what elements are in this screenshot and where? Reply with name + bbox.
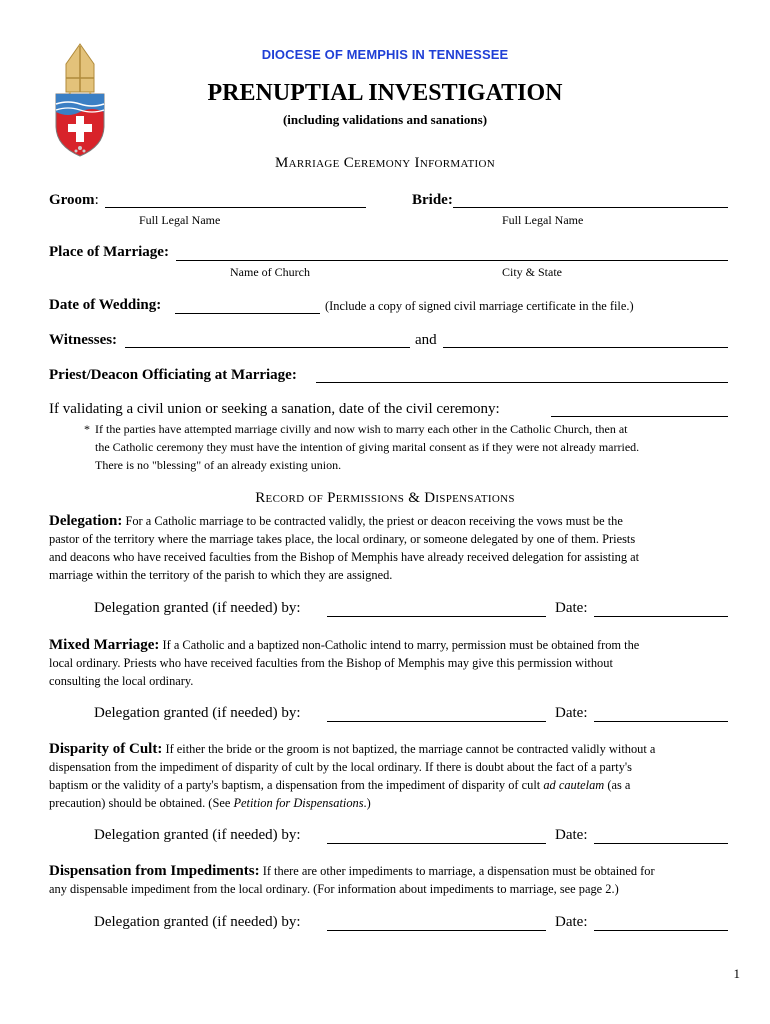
delegation-date-label-3: Date: bbox=[555, 827, 588, 843]
witness-1-field[interactable] bbox=[125, 347, 410, 348]
note-line-2: the Catholic ceremony they must have the intention of giving marital consent as if they were not already married. bbox=[95, 440, 640, 454]
note-line-3: There is no "blessing" of an already existing union. bbox=[95, 458, 342, 472]
bride-label: Bride: bbox=[412, 192, 453, 208]
delegation-granted-field-4[interactable] bbox=[327, 930, 546, 931]
impediments-title: Dispensation from Impediments: bbox=[49, 863, 260, 879]
note-asterisk: * bbox=[84, 422, 90, 436]
delegation-title: Delegation: bbox=[49, 513, 123, 529]
bride-name-field[interactable] bbox=[453, 207, 728, 208]
date-of-wedding-note: (Include a copy of signed civil marriage certificate in the file.) bbox=[325, 299, 634, 313]
diocese-name: DIOCESE OF MEMPHIS IN TENNESSEE bbox=[261, 47, 509, 62]
delegation-date-field-4[interactable] bbox=[594, 930, 728, 931]
mixed-marriage-paragraph: Mixed Marriage: If a Catholic and a baptized non-Catholic intend to marry, permission must be obtained from the local ordinary. Priests who have received faculties from the Bishop of Memphis may give this permission without consulting the local ordinary. bbox=[49, 637, 640, 688]
section-heading-permissions: Record of Permissions & Dispensations bbox=[255, 490, 515, 506]
delegation-granted-label-2: Delegation granted (if needed) by: bbox=[94, 705, 301, 721]
city-state-caption: City & State bbox=[502, 265, 562, 279]
witness-2-field[interactable] bbox=[443, 347, 728, 348]
civil-union-note bbox=[95, 420, 735, 474]
impediments-paragraph: Dispensation from Impediments: If there are other impediments to marriage, a dispensation must be obtained for any dispensable impediment from the local ordinary. (For information about impediments to marriage, see page 2.) bbox=[49, 863, 655, 896]
note-line-1: If the parties have attempted marriage civilly and now wish to marry each other in the Catholic Church, then at bbox=[95, 422, 628, 436]
page-subtitle: (including validations and sanations) bbox=[282, 112, 488, 127]
officiant-label: Priest/Deacon Officiating at Marriage: bbox=[49, 367, 297, 383]
delegation-paragraph: Delegation: For a Catholic marriage to be contracted validly, the priest or deacon receiving the vows must be the pastor of the territory where the marriage takes place, the local ordinary, or someone delegated by one of them. Priests and deacons who have received faculties from the Bishop of Memphis have already received delegation for assisting at marriage within the territory of the parish to which they are assigned. bbox=[49, 513, 640, 582]
delegation-granted-field-1[interactable] bbox=[327, 616, 546, 617]
delegation-granted-label-1: Delegation granted (if needed) by: bbox=[94, 600, 301, 616]
page-number: 1 bbox=[733, 966, 740, 981]
mixed-marriage-title: Mixed Marriage: bbox=[49, 637, 160, 653]
delegation-granted-field-2[interactable] bbox=[327, 721, 546, 722]
date-of-wedding-label: Date of Wedding: bbox=[49, 297, 162, 313]
church-name-caption: Name of Church bbox=[230, 265, 310, 279]
civil-ceremony-label: If validating a civil union or seeking a sanation, date of the civil ceremony: bbox=[49, 401, 500, 417]
delegation-granted-label-3: Delegation granted (if needed) by: bbox=[94, 827, 301, 843]
delegation-date-label-1: Date: bbox=[555, 600, 588, 616]
delegation-date-label-4: Date: bbox=[555, 914, 588, 930]
page-title: PRENUPTIAL INVESTIGATION bbox=[207, 80, 563, 106]
disparity-of-cult-title: Disparity of Cult: bbox=[49, 741, 163, 757]
groom-label: Groom: bbox=[49, 192, 99, 208]
groom-field-caption: Full Legal Name bbox=[139, 213, 221, 227]
officiant-field[interactable] bbox=[316, 382, 728, 383]
witnesses-and-text: and bbox=[415, 332, 437, 348]
delegation-date-label-2: Date: bbox=[555, 705, 588, 721]
section-heading-ceremony: Marriage Ceremony Information bbox=[275, 155, 495, 171]
disparity-of-cult-paragraph: Disparity of Cult: If either the bride or the groom is not baptized, the marriage cannot be contracted validly without a dispensation from the impediment of disparity of cult by the local ordinary. If there is doubt about the fact of a party's baptism or the validity of a party's baptism, a dispensation from the impediment of disparity of cult ad cautelam (as a precaution) should be obtained. (See Petition for Dispensations.) bbox=[49, 741, 656, 810]
delegation-date-field-1[interactable] bbox=[594, 616, 728, 617]
delegation-granted-label-4: Delegation granted (if needed) by: bbox=[94, 914, 301, 930]
delegation-granted-field-3[interactable] bbox=[327, 843, 546, 844]
delegation-date-field-2[interactable] bbox=[594, 721, 728, 722]
civil-ceremony-date-field[interactable] bbox=[551, 416, 728, 417]
groom-name-field[interactable] bbox=[105, 207, 366, 208]
place-of-marriage-label: Place of Marriage: bbox=[49, 244, 169, 260]
delegation-date-field-3[interactable] bbox=[594, 843, 728, 844]
place-of-marriage-field[interactable] bbox=[176, 260, 728, 261]
bride-field-caption: Full Legal Name bbox=[502, 213, 584, 227]
witnesses-label: Witnesses: bbox=[49, 332, 118, 348]
date-of-wedding-field[interactable] bbox=[175, 313, 320, 314]
